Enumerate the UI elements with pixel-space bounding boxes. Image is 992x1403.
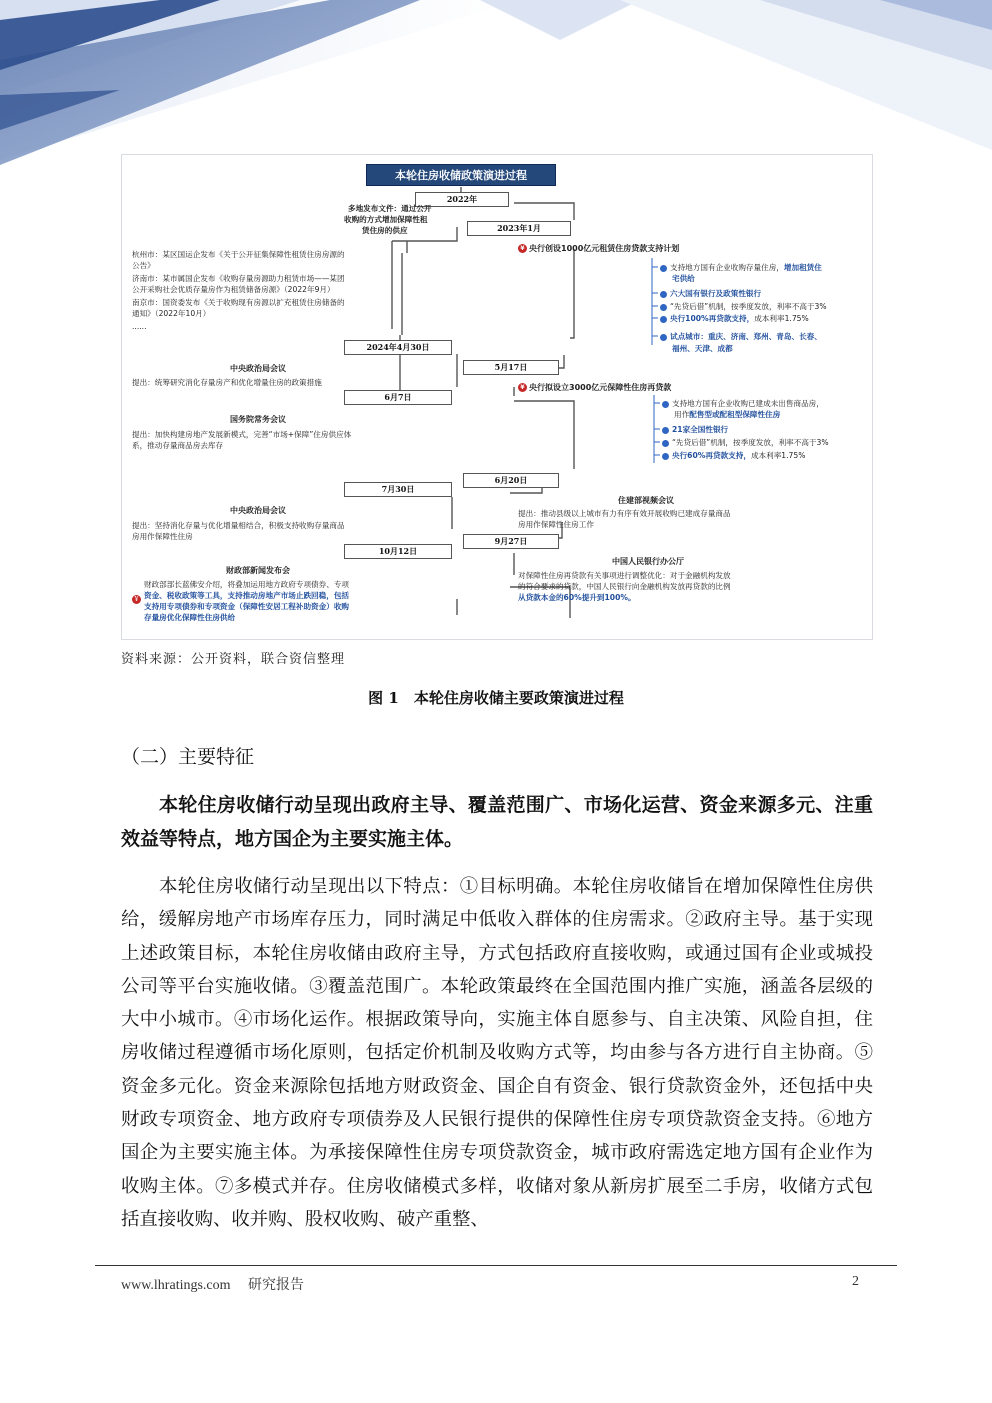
local-docs-line: 杭州市：某区国运企发布《关于公开征集保障性租赁住房房源的 [132, 250, 345, 259]
pboc-3000bn-heading: ¥ 央行拟设立3000亿元保障性住房再贷款 [518, 382, 671, 393]
date-oct-12: 10月12日 [344, 544, 452, 559]
date-sep-27: 9月27日 [463, 534, 559, 549]
bullet-item: “先贷后借”机制，按季度发放，利率不高于3% [662, 437, 829, 448]
mohurd-text: 提出：推动县级以上城市有力有序有效开展收购已建成存量商品 [518, 509, 731, 518]
politburo-july-heading: 中央政治局会议 [230, 506, 286, 515]
page-number: 2 [852, 1274, 859, 1289]
header-banner-decoration [0, 0, 992, 180]
bullet-item-cont: 福州、天津、成都 [672, 344, 733, 353]
date-jun-20: 6月20日 [463, 473, 559, 488]
footer-site: www.lhratings.com 研究报告 [121, 1278, 305, 1293]
pboc-office-heading: 中国人民银行办公厅 [612, 557, 684, 566]
mof-text: 财政部部长蓝佛安介绍，将叠加运用地方政府专项债券、专项 [144, 580, 350, 589]
mof-logo-icon: ¥ [132, 595, 141, 604]
pboc-office-text: 的符合要求的贷款，中国人民银行向金融机构发放再贷款的比例 [518, 582, 731, 591]
bullet-icon [662, 440, 669, 447]
bullet-item: 21家全国性银行 [662, 424, 728, 435]
date-may-17: 5月17日 [463, 360, 559, 375]
bullet-item: 支持地方国有企业收购存量住房，增加租赁住 [660, 262, 822, 273]
mohurd-text: 房用作保障性住房工作 [518, 520, 594, 529]
politburo-april-heading: 中央政治局会议 [230, 364, 286, 373]
bullet-item: 央行100%再贷款支持，成本利率1.75% [660, 313, 809, 324]
local-docs-line: ...... [132, 322, 147, 331]
bullet-icon [662, 453, 669, 460]
date-2022: 2022年 [415, 192, 509, 207]
mohurd-heading: 住建部视频会议 [618, 496, 674, 505]
state-council-heading: 国务院常务会议 [230, 415, 286, 424]
bullet-item: “先贷后借”机制，按季度发放，利率不高于3% [660, 301, 827, 312]
pboc-office-text: 对保障性住房再贷款有关事项进行调整优化：对于金融机构发放 [518, 571, 731, 580]
mof-text: 资金、税收政策等工具，支持推动房地产市场止跌回稳，包括 [144, 591, 350, 600]
local-docs-heading-3: 赁住房的供应 [362, 226, 408, 235]
date-2023-jan: 2023年1月 [467, 221, 571, 236]
section-heading: （二）主要特征 [121, 746, 255, 768]
mof-text: 存量房优化保障性住房供给 [144, 613, 236, 622]
bullet-item: 试点城市：重庆、济南、郑州、青岛、长春、 [660, 331, 822, 342]
body-paragraph: 本轮住房收储行动呈现出以下特点：①目标明确。本轮住房收储旨在增加保障性住房供给，缓解房地产市场库存压力，同时满足中低收入群体的住房需求。②政府主导。基于实现上述政策目标，本轮住房收储由政府主导，方式包括政府直接收购，或通过国有企业或城投公司等平台实施收储。③覆盖范围广。本轮政策最终在全国范围内推广实施，涵盖各层级的大中小城市。④市场化运作。根据政策导向，实施主体自愿参与、自主决策、风险自担，住房收储过程遵循市场化原则，包括定价机制及收购方式等，均由参与各方进行自主协商。⑤资金多元化。资金来源除包括地方财政资金、国企自有资金、银行贷款资金外，还包括中央财政专项资金、地方政府专项债券及人民银行提供的保障性住房专项贷款资金支持。⑥地方国企为主要实施主体。为承接保障性住房专项贷款资金，城市政府需选定地方国有企业作为收购主体。⑦多模式并存。住房收储模式多样，收储对象从新房扩展至二手房，收储方式包括直接收购、收并购、股权收购、破产重整、 [121, 876, 873, 1230]
politburo-july-text: 房用作保障性住房 [132, 532, 193, 541]
state-council-text: 提出：加快构建房地产发展新模式，完善“市场+保障”住房供应体 [132, 430, 352, 439]
bullet-icon [660, 265, 667, 272]
bullet-icon [662, 401, 669, 408]
bullet-item: 央行60%再贷款支持，成本利率1.75% [662, 450, 805, 461]
pboc-logo-icon: ¥ [518, 383, 527, 392]
mof-heading: 财政部新闻发布会 [226, 566, 290, 575]
mof-text: 支持用专项债券和专项资金（保障性安居工程补助资金）收购 [144, 602, 350, 611]
bullet-item-cont: 宅供给 [672, 274, 695, 283]
bullet-icon [660, 316, 667, 323]
date-2024-apr-30: 2024年4月30日 [344, 340, 452, 355]
bullet-icon [660, 304, 667, 311]
local-docs-heading-2: 收购的方式增加保障性租 [344, 215, 428, 224]
footer-divider [95, 1265, 897, 1266]
timeline-title: 本轮住房收储政策演进过程 [366, 164, 556, 186]
pboc-office-text: 从贷款本金的60%提升到100%。 [518, 593, 636, 602]
state-council-text: 系，推动存量商品房去库存 [132, 441, 224, 450]
local-docs-line: 公开采购社会优质存量房作为租赁储备房源》（2022年9月） [132, 285, 335, 294]
local-docs-line: 通知》（2022年10月） [132, 309, 211, 318]
bullet-icon [662, 427, 669, 434]
bold-summary-paragraph: 本轮住房收储行动呈现出政府主导、覆盖范围广、市场化运营、资金来源多元、注重效益等特点，地方国企为主要实施主体。 [121, 794, 873, 850]
date-jul-30: 7月30日 [344, 482, 452, 497]
pboc-logo-icon: ¥ [518, 244, 527, 253]
pboc-1000bn-heading: ¥ 央行创设1000亿元租赁住房贷款支持计划 [518, 243, 679, 254]
date-jun-7: 6月7日 [344, 390, 452, 405]
local-docs-line: 南京市：国资委发布《关于收购现有房源以扩充租赁住房储备的 [132, 298, 345, 307]
policy-timeline-figure [121, 154, 873, 640]
figure-caption: 图 1 本轮住房收储主要政策演进过程 [368, 689, 624, 707]
source-note: 资料来源：公开资料，联合资信整理 [121, 652, 346, 667]
bullet-icon [660, 334, 667, 341]
bullet-item: 六大国有银行及政策性银行 [660, 288, 761, 299]
politburo-july-text: 提出：坚持消化存量与优化增量相结合，积极支持收购存量商品 [132, 521, 345, 530]
local-docs-heading-1: 多地发布文件：通过公开 [348, 204, 432, 213]
politburo-april-text: 提出：统筹研究消化存量房产和优化增量住房的政策措施 [132, 378, 322, 387]
bullet-item: 支持地方国有企业收购已建成未出售商品房， [662, 398, 824, 409]
bullet-item-cont: 用作配售型或配租型保障性住房 [674, 410, 781, 419]
local-docs-line: 公告》 [132, 261, 155, 270]
local-docs-line: 济南市：某市属国企发布《收购存量房源助力租赁市场——某团 [132, 274, 345, 283]
bullet-icon [660, 291, 667, 298]
